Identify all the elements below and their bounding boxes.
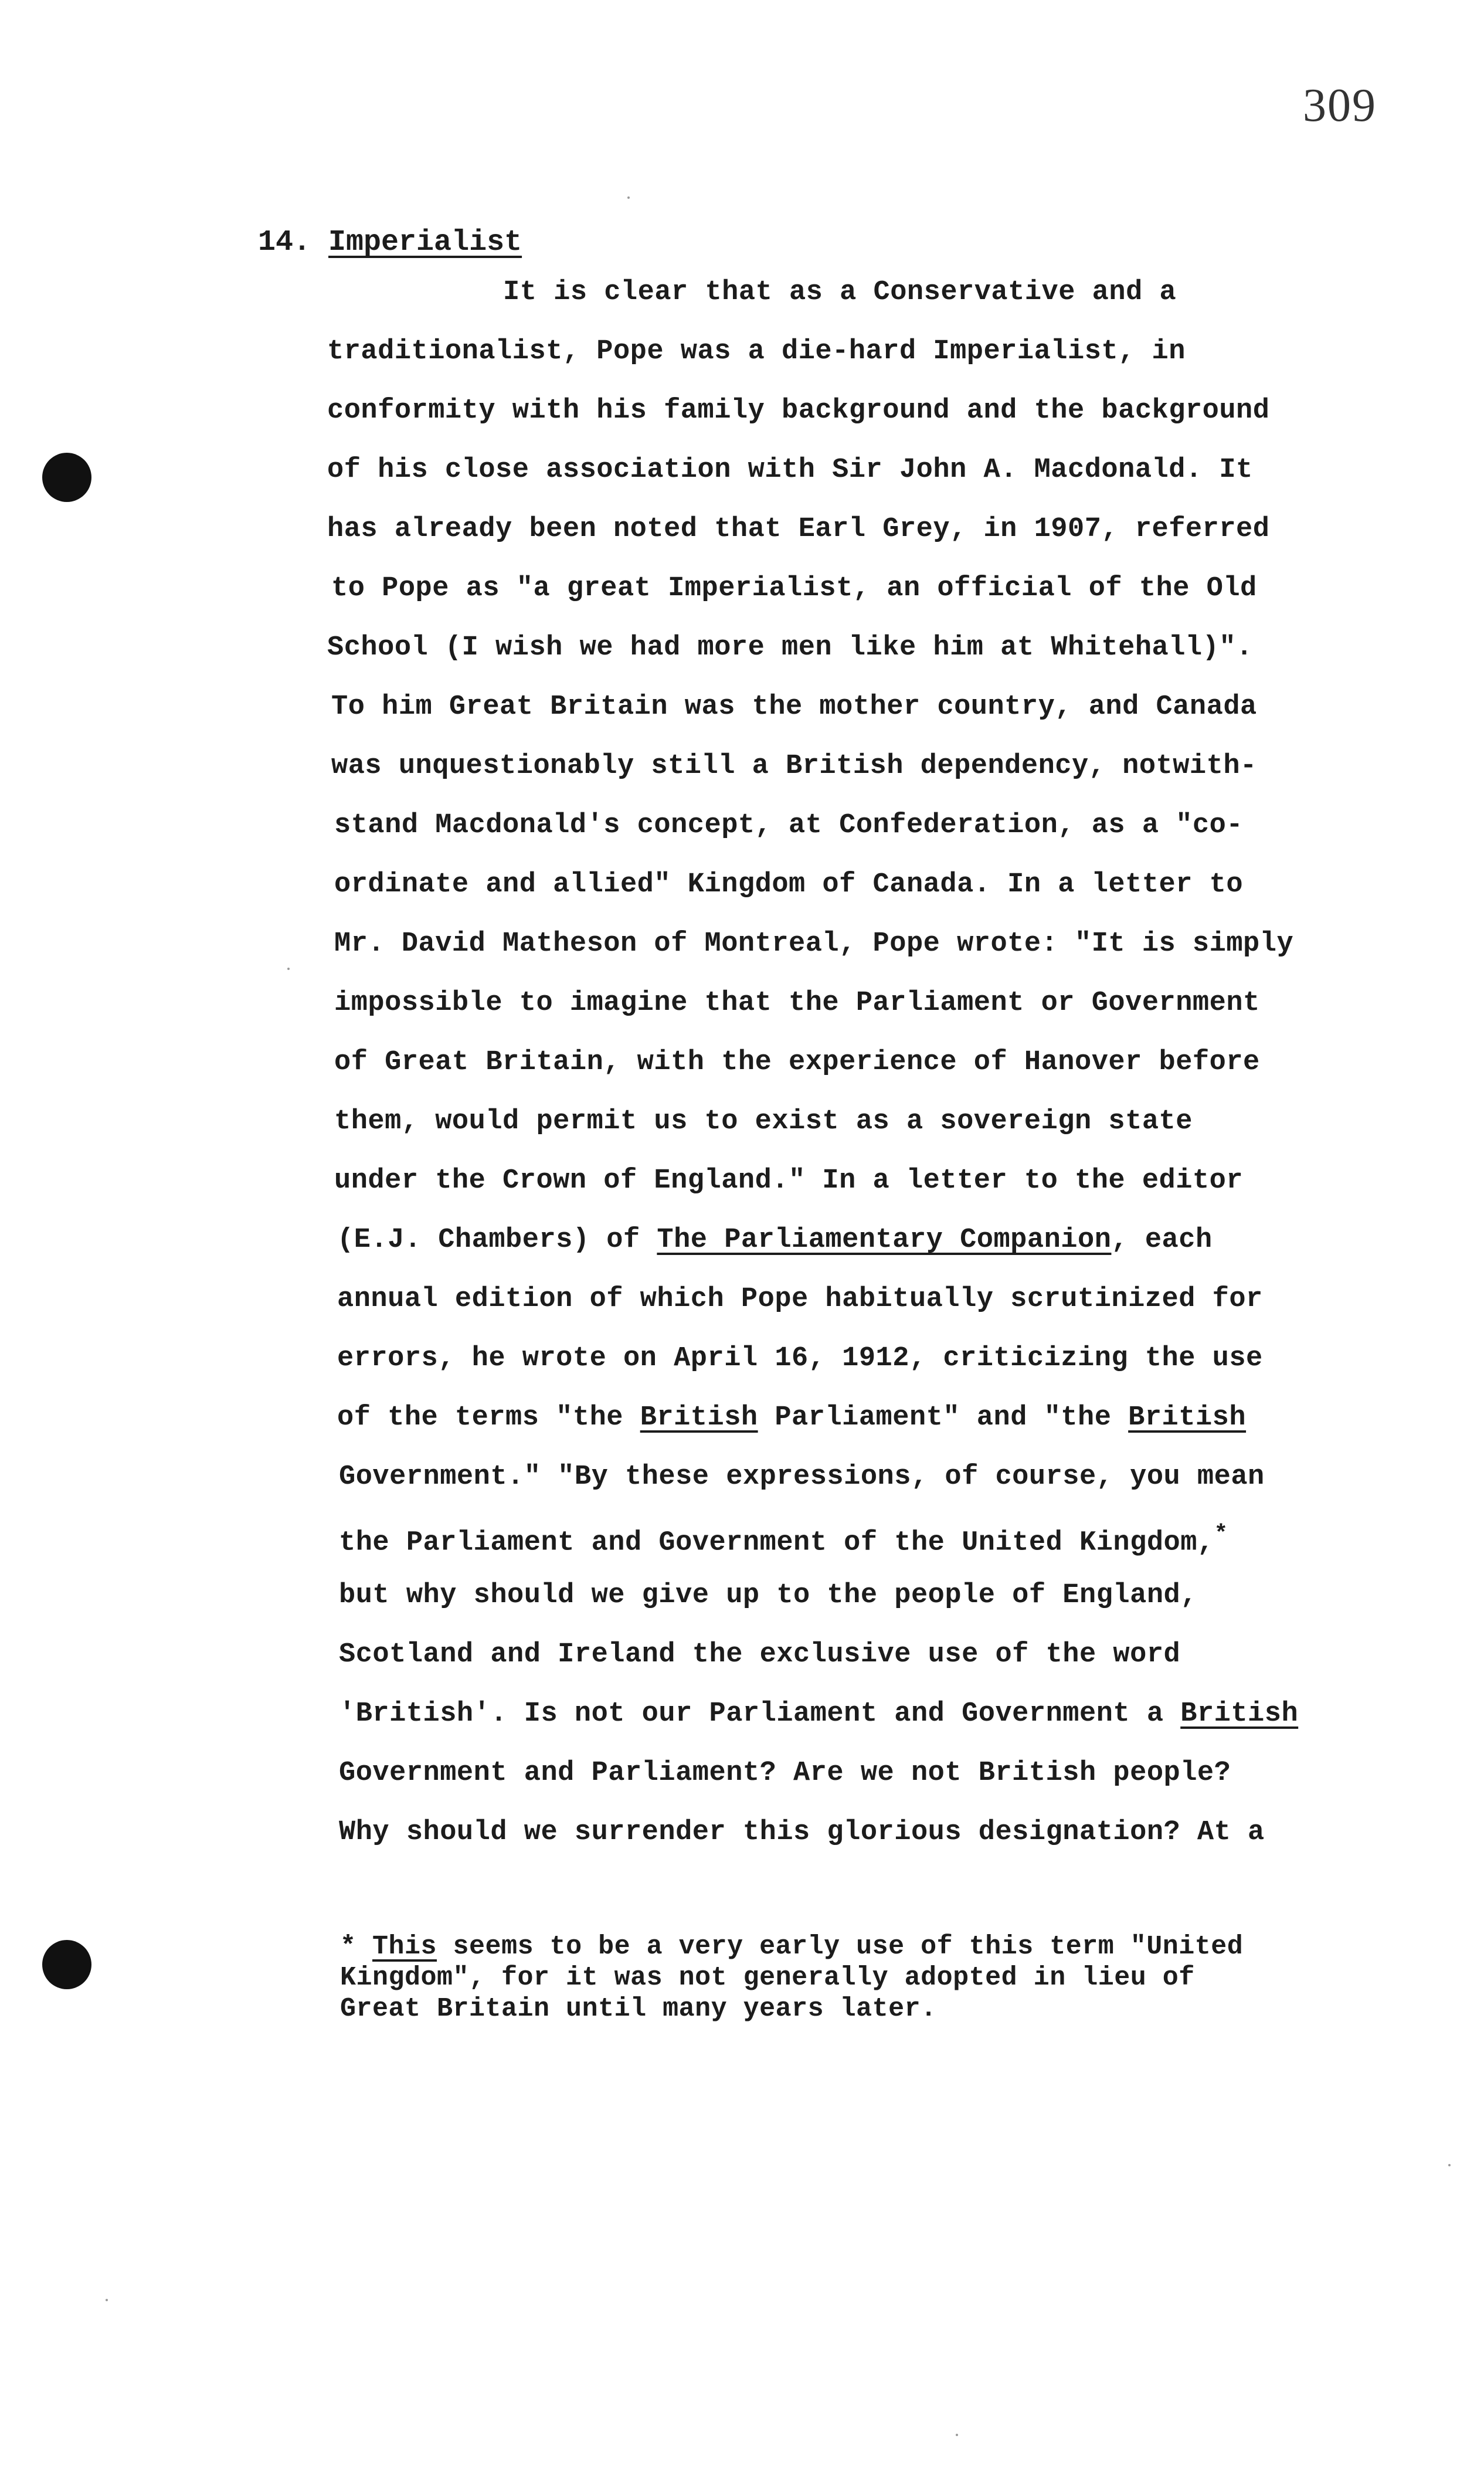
punch-hole xyxy=(42,453,91,502)
body-line: of the terms "the British Parliament" and "the British xyxy=(337,1402,1247,1433)
footnote-line: Great Britain until many years later. xyxy=(340,1994,937,2024)
body-line: Why should we surrender this glorious designation? At a xyxy=(339,1817,1265,1848)
body-line: but why should we give up to the people of England, xyxy=(339,1580,1197,1611)
body-line: (E.J. Chambers) of The Parliamentary Companion, each xyxy=(337,1224,1213,1256)
body-line: of Great Britain, with the experience of Hanover before xyxy=(334,1047,1260,1078)
paper-speck xyxy=(106,2299,108,2301)
page-number: 309 xyxy=(1303,80,1377,131)
body-line: stand Macdonald's concept, at Confederation, as a "co- xyxy=(334,810,1244,841)
body-line: annual edition of which Pope habitually scrutinized for xyxy=(337,1284,1263,1315)
paper-speck xyxy=(287,968,290,970)
body-line: them, would permit us to exist as a sovereign state xyxy=(334,1106,1193,1137)
book-title: The Parliamentary Companion xyxy=(657,1224,1112,1256)
body-line: has already been noted that Earl Grey, in 1907, referred xyxy=(327,514,1270,545)
section-title: Imperialist xyxy=(328,226,522,259)
body-line: was unquestionably still a British dependency, notwith- xyxy=(331,751,1257,782)
body-line: Government." "By these expressions, of course, you mean xyxy=(339,1461,1265,1493)
body-line: errors, he wrote on April 16, 1912, criticizing the use xyxy=(337,1343,1263,1374)
body-line: conformity with his family background and the background xyxy=(327,395,1270,426)
body-line: Government and Parliament? Are we not British people? xyxy=(339,1758,1231,1789)
body-line: School (I wish we had more men like him at Whitehall)". xyxy=(327,632,1253,663)
body-line: ordinate and allied" Kingdom of Canada. In a letter to xyxy=(334,869,1244,900)
body-line: traditionalist, Pope was a die-hard Imperialist, in xyxy=(327,336,1186,367)
paper-speck xyxy=(1448,2164,1451,2166)
body-line: Scotland and Ireland the exclusive use of the word xyxy=(339,1639,1181,1670)
body-line: the Parliament and Government of the United Kingdom,* xyxy=(339,1521,1228,1559)
footnote-line: * This seems to be a very early use of this term "United xyxy=(340,1932,1244,1962)
body-line: under the Crown of England." In a letter to the editor xyxy=(334,1165,1244,1196)
body-line: Mr. David Matheson of Montreal, Pope wrote: "It is simply xyxy=(334,928,1294,959)
footnote-marker: * xyxy=(1214,1521,1228,1547)
paper-speck xyxy=(956,2434,958,2436)
body-line: to Pope as "a great Imperialist, an official of the Old xyxy=(331,573,1257,604)
section-heading xyxy=(258,226,522,259)
paper-speck xyxy=(627,196,630,199)
punch-hole xyxy=(42,1940,91,1989)
body-line: 'British'. Is not our Parliament and Government a British xyxy=(339,1698,1299,1729)
body-line: impossible to imagine that the Parliament or Government xyxy=(334,988,1260,1019)
body-line: It is clear that as a Conservative and a xyxy=(503,277,1177,308)
body-line: To him Great Britain was the mother country, and Canada xyxy=(331,691,1257,722)
section-number: 14. xyxy=(258,226,311,259)
footnote-line: Kingdom", for it was not generally adopted in lieu of xyxy=(340,1963,1195,1993)
body-line: of his close association with Sir John A. Macdonald. It xyxy=(327,454,1253,486)
